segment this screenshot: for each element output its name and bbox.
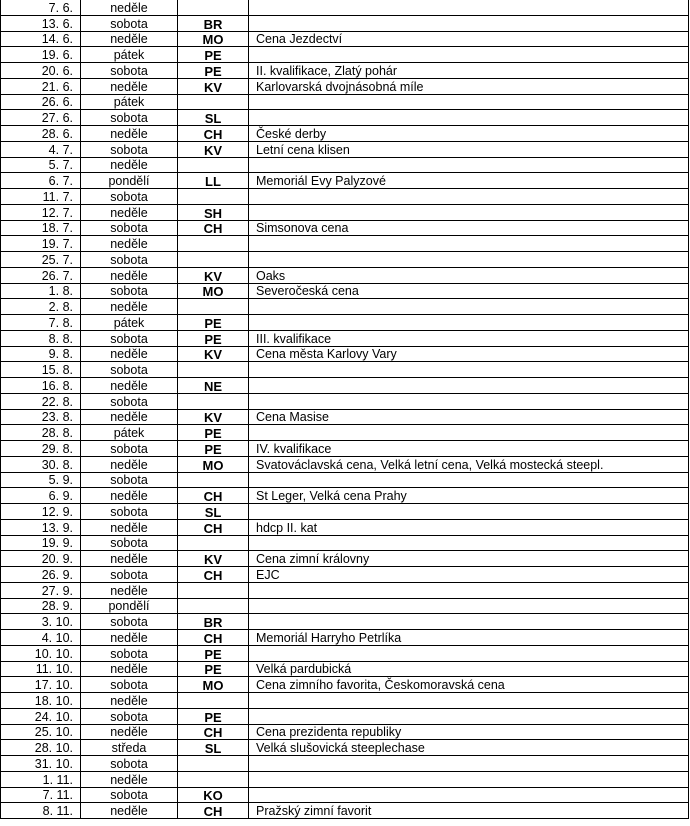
weekday-cell: neděle — [81, 409, 178, 425]
date-cell: 13. 6. — [1, 15, 81, 31]
table-row — [1, 157, 689, 173]
track-code-cell: CH — [178, 567, 249, 583]
race-name-cell — [249, 378, 689, 394]
track-code-cell: KV — [178, 409, 249, 425]
weekday-cell: neděle — [81, 157, 178, 173]
table-row — [1, 740, 689, 756]
table-row — [1, 15, 689, 31]
weekday-cell: neděle — [81, 456, 178, 472]
race-name-cell — [249, 157, 689, 173]
race-name-cell: Velká slušovická steeplechase — [249, 740, 689, 756]
table-row — [1, 110, 689, 126]
date-cell: 20. 6. — [1, 63, 81, 79]
track-code-cell — [178, 189, 249, 205]
date-cell: 11. 10. — [1, 661, 81, 677]
track-code-cell — [178, 362, 249, 378]
date-cell: 30. 8. — [1, 456, 81, 472]
weekday-cell: sobota — [81, 535, 178, 551]
race-name-cell: hdcp II. kat — [249, 519, 689, 535]
race-name-cell: Cena Masise — [249, 409, 689, 425]
weekday-cell: neděle — [81, 724, 178, 740]
race-name-cell — [249, 708, 689, 724]
table-row — [1, 283, 689, 299]
date-cell: 19. 7. — [1, 236, 81, 252]
weekday-cell: neděle — [81, 78, 178, 94]
date-cell: 18. 7. — [1, 220, 81, 236]
weekday-cell: sobota — [81, 441, 178, 457]
date-cell: 4. 10. — [1, 630, 81, 646]
table-row — [1, 252, 689, 268]
track-code-cell — [178, 236, 249, 252]
race-name-cell: Cena prezidenta republiky — [249, 724, 689, 740]
table-row — [1, 519, 689, 535]
track-code-cell — [178, 693, 249, 709]
race-name-cell — [249, 598, 689, 614]
track-code-cell: SL — [178, 110, 249, 126]
date-cell: 13. 9. — [1, 519, 81, 535]
track-code-cell: SL — [178, 740, 249, 756]
weekday-cell: neděle — [81, 0, 178, 15]
track-code-cell — [178, 771, 249, 787]
race-name-cell: III. kvalifikace — [249, 330, 689, 346]
race-name-cell: Velká pardubická — [249, 661, 689, 677]
table-row — [1, 220, 689, 236]
track-code-cell: PE — [178, 441, 249, 457]
table-row — [1, 63, 689, 79]
race-name-cell: Svatováclavská cena, Velká letní cena, Velká mostecká steepl. — [249, 456, 689, 472]
weekday-cell: neděle — [81, 236, 178, 252]
track-code-cell: CH — [178, 803, 249, 819]
date-cell: 7. 6. — [1, 0, 81, 15]
race-name-cell — [249, 299, 689, 315]
date-cell: 23. 8. — [1, 409, 81, 425]
track-code-cell: PE — [178, 47, 249, 63]
weekday-cell: sobota — [81, 63, 178, 79]
track-code-cell — [178, 0, 249, 15]
table-row — [1, 47, 689, 63]
race-name-cell: Letní cena klisen — [249, 141, 689, 157]
table-row — [1, 31, 689, 47]
race-name-cell — [249, 535, 689, 551]
date-cell: 12. 7. — [1, 204, 81, 220]
weekday-cell: sobota — [81, 645, 178, 661]
weekday-cell: neděle — [81, 31, 178, 47]
date-cell: 21. 6. — [1, 78, 81, 94]
table-row — [1, 661, 689, 677]
date-cell: 25. 7. — [1, 252, 81, 268]
weekday-cell: neděle — [81, 126, 178, 142]
weekday-cell: neděle — [81, 771, 178, 787]
track-code-cell: CH — [178, 488, 249, 504]
table-row — [1, 204, 689, 220]
table-row — [1, 488, 689, 504]
race-name-cell — [249, 110, 689, 126]
weekday-cell: pátek — [81, 47, 178, 63]
date-cell: 1. 11. — [1, 771, 81, 787]
race-name-cell — [249, 756, 689, 772]
table-row — [1, 551, 689, 567]
track-code-cell: PE — [178, 63, 249, 79]
track-code-cell: CH — [178, 724, 249, 740]
track-code-cell — [178, 393, 249, 409]
date-cell: 18. 10. — [1, 693, 81, 709]
race-name-cell — [249, 94, 689, 110]
race-name-cell — [249, 47, 689, 63]
table-row — [1, 378, 689, 394]
table-row — [1, 189, 689, 205]
track-code-cell: MO — [178, 283, 249, 299]
date-cell: 17. 10. — [1, 677, 81, 693]
date-cell: 28. 9. — [1, 598, 81, 614]
date-cell: 5. 9. — [1, 472, 81, 488]
track-code-cell: SH — [178, 204, 249, 220]
weekday-cell: sobota — [81, 15, 178, 31]
date-cell: 15. 8. — [1, 362, 81, 378]
race-name-cell: Cena zimní královny — [249, 551, 689, 567]
race-name-cell — [249, 614, 689, 630]
weekday-cell: sobota — [81, 567, 178, 583]
weekday-cell: neděle — [81, 551, 178, 567]
weekday-cell: neděle — [81, 378, 178, 394]
track-code-cell: KO — [178, 787, 249, 803]
weekday-cell: sobota — [81, 504, 178, 520]
weekday-cell: sobota — [81, 330, 178, 346]
date-cell: 26. 9. — [1, 567, 81, 583]
table-row — [1, 126, 689, 142]
table-row — [1, 787, 689, 803]
track-code-cell: KV — [178, 551, 249, 567]
track-code-cell: KV — [178, 346, 249, 362]
table-row — [1, 362, 689, 378]
track-code-cell: CH — [178, 126, 249, 142]
date-cell: 19. 6. — [1, 47, 81, 63]
weekday-cell: sobota — [81, 708, 178, 724]
weekday-cell: sobota — [81, 283, 178, 299]
date-cell: 25. 10. — [1, 724, 81, 740]
race-name-cell: IV. kvalifikace — [249, 441, 689, 457]
table-row — [1, 677, 689, 693]
table-row — [1, 724, 689, 740]
race-name-cell — [249, 693, 689, 709]
date-cell: 19. 9. — [1, 535, 81, 551]
track-code-cell: LL — [178, 173, 249, 189]
race-name-cell: Severočeská cena — [249, 283, 689, 299]
weekday-cell: neděle — [81, 661, 178, 677]
race-name-cell: Oaks — [249, 267, 689, 283]
race-name-cell — [249, 582, 689, 598]
weekday-cell: sobota — [81, 220, 178, 236]
date-cell: 5. 7. — [1, 157, 81, 173]
weekday-cell: sobota — [81, 141, 178, 157]
date-cell: 24. 10. — [1, 708, 81, 724]
race-name-cell: Karlovarská dvojnásobná míle — [249, 78, 689, 94]
race-name-cell: EJC — [249, 567, 689, 583]
date-cell: 27. 9. — [1, 582, 81, 598]
weekday-cell: neděle — [81, 299, 178, 315]
race-name-cell — [249, 15, 689, 31]
weekday-cell: pondělí — [81, 598, 178, 614]
table-row — [1, 598, 689, 614]
weekday-cell: sobota — [81, 787, 178, 803]
track-code-cell — [178, 582, 249, 598]
table-row — [1, 771, 689, 787]
weekday-cell: sobota — [81, 677, 178, 693]
table-row — [1, 393, 689, 409]
race-name-cell: Simsonova cena — [249, 220, 689, 236]
date-cell: 11. 7. — [1, 189, 81, 205]
weekday-cell: sobota — [81, 110, 178, 126]
date-cell: 26. 7. — [1, 267, 81, 283]
table-row — [1, 567, 689, 583]
date-cell: 27. 6. — [1, 110, 81, 126]
weekday-cell: pátek — [81, 94, 178, 110]
track-code-cell — [178, 299, 249, 315]
weekday-cell: neděle — [81, 346, 178, 362]
table-row — [1, 78, 689, 94]
weekday-cell: pátek — [81, 425, 178, 441]
track-code-cell: BR — [178, 614, 249, 630]
weekday-cell: sobota — [81, 362, 178, 378]
table-row — [1, 614, 689, 630]
weekday-cell: neděle — [81, 488, 178, 504]
track-code-cell: CH — [178, 220, 249, 236]
date-cell: 3. 10. — [1, 614, 81, 630]
table-row — [1, 472, 689, 488]
table-row — [1, 756, 689, 772]
date-cell: 16. 8. — [1, 378, 81, 394]
track-code-cell: MO — [178, 677, 249, 693]
table-row — [1, 141, 689, 157]
date-cell: 6. 7. — [1, 173, 81, 189]
track-code-cell: SL — [178, 504, 249, 520]
date-cell: 1. 8. — [1, 283, 81, 299]
table-row — [1, 708, 689, 724]
race-name-cell — [249, 771, 689, 787]
race-calendar-body — [1, 0, 689, 819]
race-name-cell — [249, 645, 689, 661]
table-row — [1, 645, 689, 661]
table-row — [1, 582, 689, 598]
race-name-cell: Memoriál Evy Palyzové — [249, 173, 689, 189]
weekday-cell: pondělí — [81, 173, 178, 189]
table-row — [1, 236, 689, 252]
table-row — [1, 173, 689, 189]
date-cell: 4. 7. — [1, 141, 81, 157]
table-row — [1, 630, 689, 646]
track-code-cell: PE — [178, 425, 249, 441]
table-row — [1, 504, 689, 520]
date-cell: 14. 6. — [1, 31, 81, 47]
race-name-cell — [249, 425, 689, 441]
table-row — [1, 441, 689, 457]
race-name-cell: Pražský zimní favorit — [249, 803, 689, 819]
race-name-cell — [249, 189, 689, 205]
table-row — [1, 456, 689, 472]
date-cell: 20. 9. — [1, 551, 81, 567]
weekday-cell: neděle — [81, 803, 178, 819]
table-row — [1, 803, 689, 819]
date-cell: 29. 8. — [1, 441, 81, 457]
track-code-cell — [178, 535, 249, 551]
track-code-cell: KV — [178, 267, 249, 283]
date-cell: 12. 9. — [1, 504, 81, 520]
race-name-cell — [249, 787, 689, 803]
date-cell: 28. 6. — [1, 126, 81, 142]
track-code-cell — [178, 157, 249, 173]
race-name-cell: Cena Jezdectví — [249, 31, 689, 47]
table-row — [1, 0, 689, 15]
track-code-cell: PE — [178, 708, 249, 724]
date-cell: 2. 8. — [1, 299, 81, 315]
race-name-cell: St Leger, Velká cena Prahy — [249, 488, 689, 504]
date-cell: 6. 9. — [1, 488, 81, 504]
race-name-cell — [249, 362, 689, 378]
weekday-cell: neděle — [81, 267, 178, 283]
date-cell: 28. 10. — [1, 740, 81, 756]
track-code-cell — [178, 756, 249, 772]
race-name-cell: České derby — [249, 126, 689, 142]
weekday-cell: sobota — [81, 189, 178, 205]
track-code-cell: MO — [178, 31, 249, 47]
date-cell: 10. 10. — [1, 645, 81, 661]
race-name-cell: Cena města Karlovy Vary — [249, 346, 689, 362]
table-row — [1, 409, 689, 425]
track-code-cell: CH — [178, 630, 249, 646]
weekday-cell: pátek — [81, 315, 178, 331]
track-code-cell — [178, 598, 249, 614]
race-name-cell — [249, 504, 689, 520]
race-name-cell: Cena zimního favorita, Českomoravská cena — [249, 677, 689, 693]
date-cell: 7. 11. — [1, 787, 81, 803]
weekday-cell: neděle — [81, 582, 178, 598]
track-code-cell: PE — [178, 661, 249, 677]
race-name-cell — [249, 204, 689, 220]
weekday-cell: neděle — [81, 630, 178, 646]
track-code-cell: KV — [178, 78, 249, 94]
date-cell: 26. 6. — [1, 94, 81, 110]
track-code-cell: CH — [178, 519, 249, 535]
date-cell: 22. 8. — [1, 393, 81, 409]
weekday-cell: neděle — [81, 204, 178, 220]
track-code-cell: PE — [178, 315, 249, 331]
table-row — [1, 535, 689, 551]
weekday-cell: sobota — [81, 252, 178, 268]
race-name-cell — [249, 236, 689, 252]
race-name-cell: Memoriál Harryho Petrlíka — [249, 630, 689, 646]
date-cell: 31. 10. — [1, 756, 81, 772]
track-code-cell — [178, 472, 249, 488]
race-name-cell: II. kvalifikace, Zlatý pohár — [249, 63, 689, 79]
table-row — [1, 330, 689, 346]
race-name-cell — [249, 0, 689, 15]
weekday-cell: sobota — [81, 472, 178, 488]
weekday-cell: středa — [81, 740, 178, 756]
date-cell: 7. 8. — [1, 315, 81, 331]
table-row — [1, 94, 689, 110]
date-cell: 9. 8. — [1, 346, 81, 362]
track-code-cell: BR — [178, 15, 249, 31]
weekday-cell: sobota — [81, 756, 178, 772]
track-code-cell: PE — [178, 645, 249, 661]
race-name-cell — [249, 393, 689, 409]
weekday-cell: sobota — [81, 393, 178, 409]
track-code-cell: KV — [178, 141, 249, 157]
table-row — [1, 346, 689, 362]
table-row — [1, 425, 689, 441]
table-row — [1, 299, 689, 315]
race-name-cell — [249, 252, 689, 268]
table-row — [1, 693, 689, 709]
race-name-cell — [249, 315, 689, 331]
track-code-cell: PE — [178, 330, 249, 346]
weekday-cell: sobota — [81, 614, 178, 630]
weekday-cell: neděle — [81, 519, 178, 535]
race-name-cell — [249, 472, 689, 488]
track-code-cell — [178, 94, 249, 110]
track-code-cell: MO — [178, 456, 249, 472]
table-row — [1, 315, 689, 331]
date-cell: 28. 8. — [1, 425, 81, 441]
table-row — [1, 267, 689, 283]
date-cell: 8. 11. — [1, 803, 81, 819]
track-code-cell: NE — [178, 378, 249, 394]
weekday-cell: neděle — [81, 693, 178, 709]
track-code-cell — [178, 252, 249, 268]
date-cell: 8. 8. — [1, 330, 81, 346]
